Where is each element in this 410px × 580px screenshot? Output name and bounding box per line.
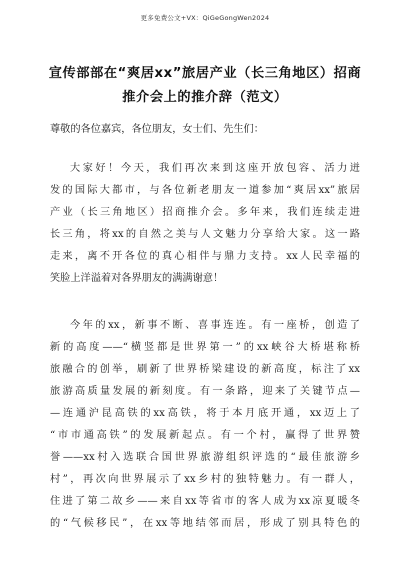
title-line-1: 宣传部部在“爽居xx”旅居产业（长三角地区）招商: [48, 66, 362, 81]
paragraph-2-line: 的“气候移民”，在xx等地结邻而居，形成了别具特色的: [50, 518, 360, 529]
paragraph-2-line: 村”，再次向世界展示了xx乡村的独特魅力。有一群人，: [50, 474, 360, 485]
paragraph-2-line: 旅游高质量发展的新刻度。有一条路，迎来了关键节点—: [50, 386, 360, 397]
paragraph-1-line: 长三角，将xx的自然之美与人文魅力分享给大家。这一路: [50, 229, 360, 240]
title-line-2: 推介会上的推介辞（范文）: [122, 90, 288, 105]
paragraph-1-line: 笑脸上洋溢着对各界朋友的满满谢意！: [50, 273, 224, 284]
paragraph-2-line: —连通沪昆高铁的xx高铁，将于本月底开通，xx迈上了: [50, 408, 360, 419]
paragraph-2-line: 新的高度——“横竖都是世界第一”的xx峡谷大桥堪称桥: [50, 342, 360, 353]
paragraph-2-line: 今年的xx，新事不断、喜事连连。有一座桥，创造了: [70, 320, 360, 331]
header-note: 更多免费公文+VX：QiGeGongWen2024: [140, 14, 270, 22]
greeting: 尊敬的各位嘉宾，各位朋友，女士们、先生们：: [50, 124, 264, 135]
paragraph-1-line: 走来，离不开各位的真心相伴与鼎力支持。xx人民幸福的: [50, 251, 360, 262]
paragraph-1-line: 产业（长三角地区）招商推介会。多年来，我们连续走进: [50, 207, 360, 218]
paragraph-1-line: 大家好！今天，我们再次来到这座开放包容、活力迸: [70, 163, 360, 174]
paragraph-2-line: 旅融合的创举，刷新了世界桥梁建设的新高度，标注了xx: [50, 364, 360, 375]
paragraph-2-line: 誉——xx村入选联合国世界旅游组织评选的“最佳旅游乡: [50, 452, 360, 463]
paragraph-2-line: “市市通高铁”的发展新起点。有一个村，赢得了世界赞: [50, 430, 360, 441]
paragraph-2-line: 住进了第二故乡——来自xx等省市的客人成为xx凉夏暖冬: [50, 496, 360, 507]
paragraph-1-line: 发的国际大都市，与各位新老朋友一道参加“爽居xx”旅居: [50, 185, 360, 196]
